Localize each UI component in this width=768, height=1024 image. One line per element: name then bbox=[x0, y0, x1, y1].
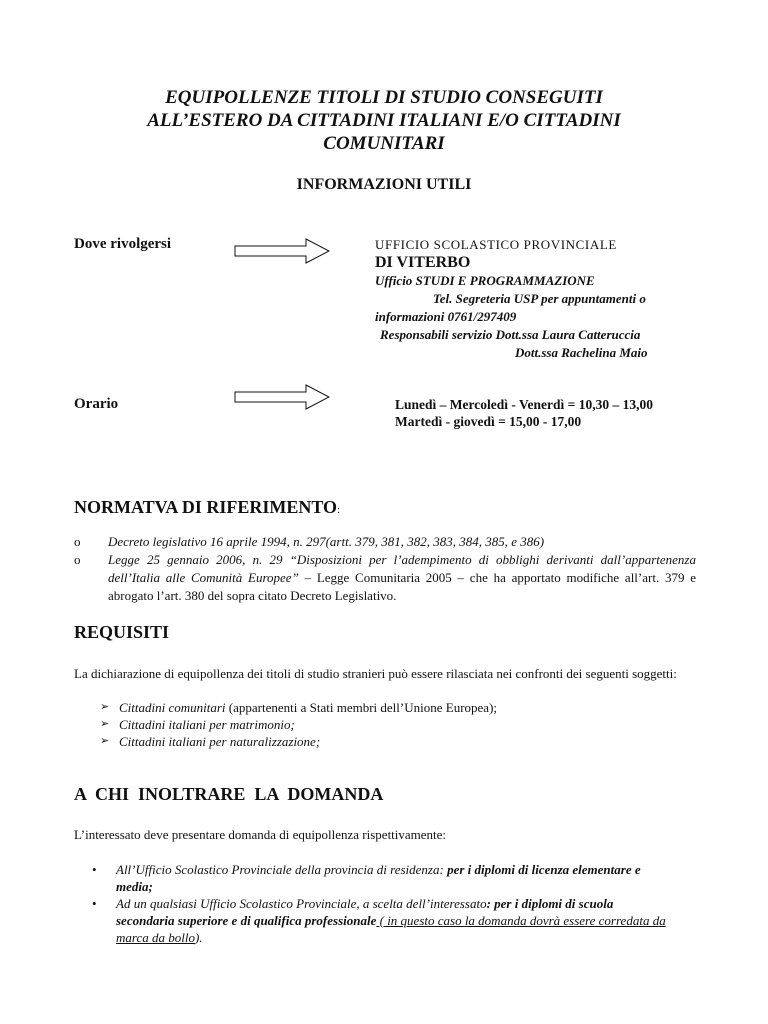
domanda-item-2-italic: Ad un qualsiasi Ufficio Scolastico Provinciale, a scelta dell’interessato bbox=[116, 896, 487, 911]
normativa-heading-text: NORMATVA DI RIFERIMENTO bbox=[74, 497, 338, 517]
domanda-item-1 bbox=[116, 861, 667, 895]
bullet-icon: • bbox=[92, 896, 97, 911]
requisiti-list bbox=[100, 699, 497, 750]
dove-label: Dove rivolgersi bbox=[74, 236, 172, 252]
normativa-item-2-rest: – Legge Comunitaria 2005 – che ha apportato modifiche all’art. 379 e abrogato l’art. 380 del sopra citato Decreto Legislativo. bbox=[108, 570, 696, 603]
domanda-intro: L’interessato deve presentare domanda di equipollenza rispettivamente: bbox=[74, 827, 447, 842]
office-responsible-2: Dott.ssa Rachelina Maio bbox=[515, 345, 648, 360]
office-city: DI VITERBO bbox=[375, 254, 471, 271]
arrow-bullet-icon: ➢ bbox=[100, 718, 110, 730]
right-arrow-icon bbox=[234, 384, 330, 410]
document-title bbox=[0, 86, 768, 155]
office-department: Ufficio STUDI E PROGRAMMAZIONE bbox=[375, 273, 595, 288]
list-item bbox=[74, 533, 696, 551]
list-item bbox=[92, 895, 667, 946]
list-item bbox=[100, 716, 497, 733]
hours-line-1: Lunedì – Mercoledì - Venerdì = 10,30 – 13,00 bbox=[395, 397, 653, 412]
title-line-1: EQUIPOLLENZE TITOLI DI STUDIO CONSEGUITI bbox=[165, 87, 603, 108]
list-item bbox=[92, 861, 667, 895]
normativa-item-2-title: Legge 25 gennaio 2006, n. 29 “Disposizioni per l’adempimento di obblighi derivanti dall’appartenenza dell’Italia alle Comunità Europee” bbox=[108, 552, 696, 585]
arrow-bullet-icon: ➢ bbox=[100, 701, 110, 713]
list-item bbox=[100, 733, 497, 750]
normativa-item-2 bbox=[108, 551, 696, 605]
domanda-heading: A CHI INOLTRARE LA DOMANDA bbox=[74, 784, 384, 804]
domanda-item-1-bold: per i diplomi di licenza elementare e media; bbox=[116, 862, 641, 894]
list-item bbox=[100, 699, 497, 716]
requisiti-item-3: Cittadini italiani per naturalizzazione; bbox=[119, 734, 321, 749]
domanda-item-2-underlined: ( in questo caso la domanda dovrà essere corredata da marca da bollo bbox=[116, 913, 666, 945]
normativa-list bbox=[74, 533, 696, 605]
requisiti-item-2: Cittadini italiani per matrimonio; bbox=[119, 717, 295, 732]
requisiti-intro: La dichiarazione di equipollenza dei titoli di studio stranieri può essere rilasciata nei confronti dei seguenti soggetti: bbox=[74, 666, 677, 681]
domanda-item-1-italic: All’Ufficio Scolastico Provinciale della provincia di residenza: bbox=[116, 862, 444, 877]
arrow-bullet-icon: ➢ bbox=[100, 735, 110, 747]
title-line-3: COMUNITARI bbox=[323, 133, 445, 154]
office-info bbox=[375, 236, 705, 362]
requisiti-item-1-italic: Cittadini comunitari bbox=[119, 700, 226, 715]
requisiti-item-1 bbox=[119, 699, 497, 716]
title-line-2: ALL’ESTERO DA CITTADINI ITALIANI E/O CITTADINI bbox=[147, 110, 621, 131]
right-arrow-icon bbox=[234, 238, 330, 264]
orario-label: Orario bbox=[74, 396, 119, 412]
subtitle: INFORMAZIONI UTILI bbox=[296, 176, 472, 193]
normativa-heading bbox=[74, 497, 340, 518]
list-item bbox=[74, 551, 696, 605]
requisiti-item-1-rest: (appartenenti a Stati membri dell’Unione Europea); bbox=[225, 700, 498, 715]
domanda-item-2-end: ). bbox=[194, 930, 203, 945]
opening-hours bbox=[395, 396, 653, 430]
list-marker: o bbox=[74, 534, 81, 549]
domanda-item-2-bold: : per i diplomi di scuola secondaria superiore e di qualifica professionale bbox=[116, 896, 614, 928]
domanda-item-2 bbox=[116, 895, 667, 946]
requisiti-heading: REQUISITI bbox=[74, 622, 170, 642]
normativa-item-1: Decreto legislativo 16 aprile 1994, n. 297(artt. 379, 381, 382, 383, 384, 385, e 386) bbox=[108, 534, 545, 549]
hours-line-2: Martedì - giovedì = 15,00 - 17,00 bbox=[395, 414, 582, 429]
office-name: UFFICIO SCOLASTICO PROVINCIALE bbox=[375, 237, 617, 252]
normativa-heading-colon: : bbox=[337, 504, 341, 516]
office-phone-line1: Tel. Segreteria USP per appuntamenti o bbox=[433, 291, 646, 306]
domanda-list bbox=[92, 861, 667, 946]
office-phone-line2: informazioni 0761/297409 bbox=[375, 309, 517, 324]
office-responsible-1: Responsabili servizio Dott.ssa Laura Catteruccia bbox=[380, 327, 641, 342]
list-marker: o bbox=[74, 552, 81, 567]
bullet-icon: • bbox=[92, 862, 97, 877]
